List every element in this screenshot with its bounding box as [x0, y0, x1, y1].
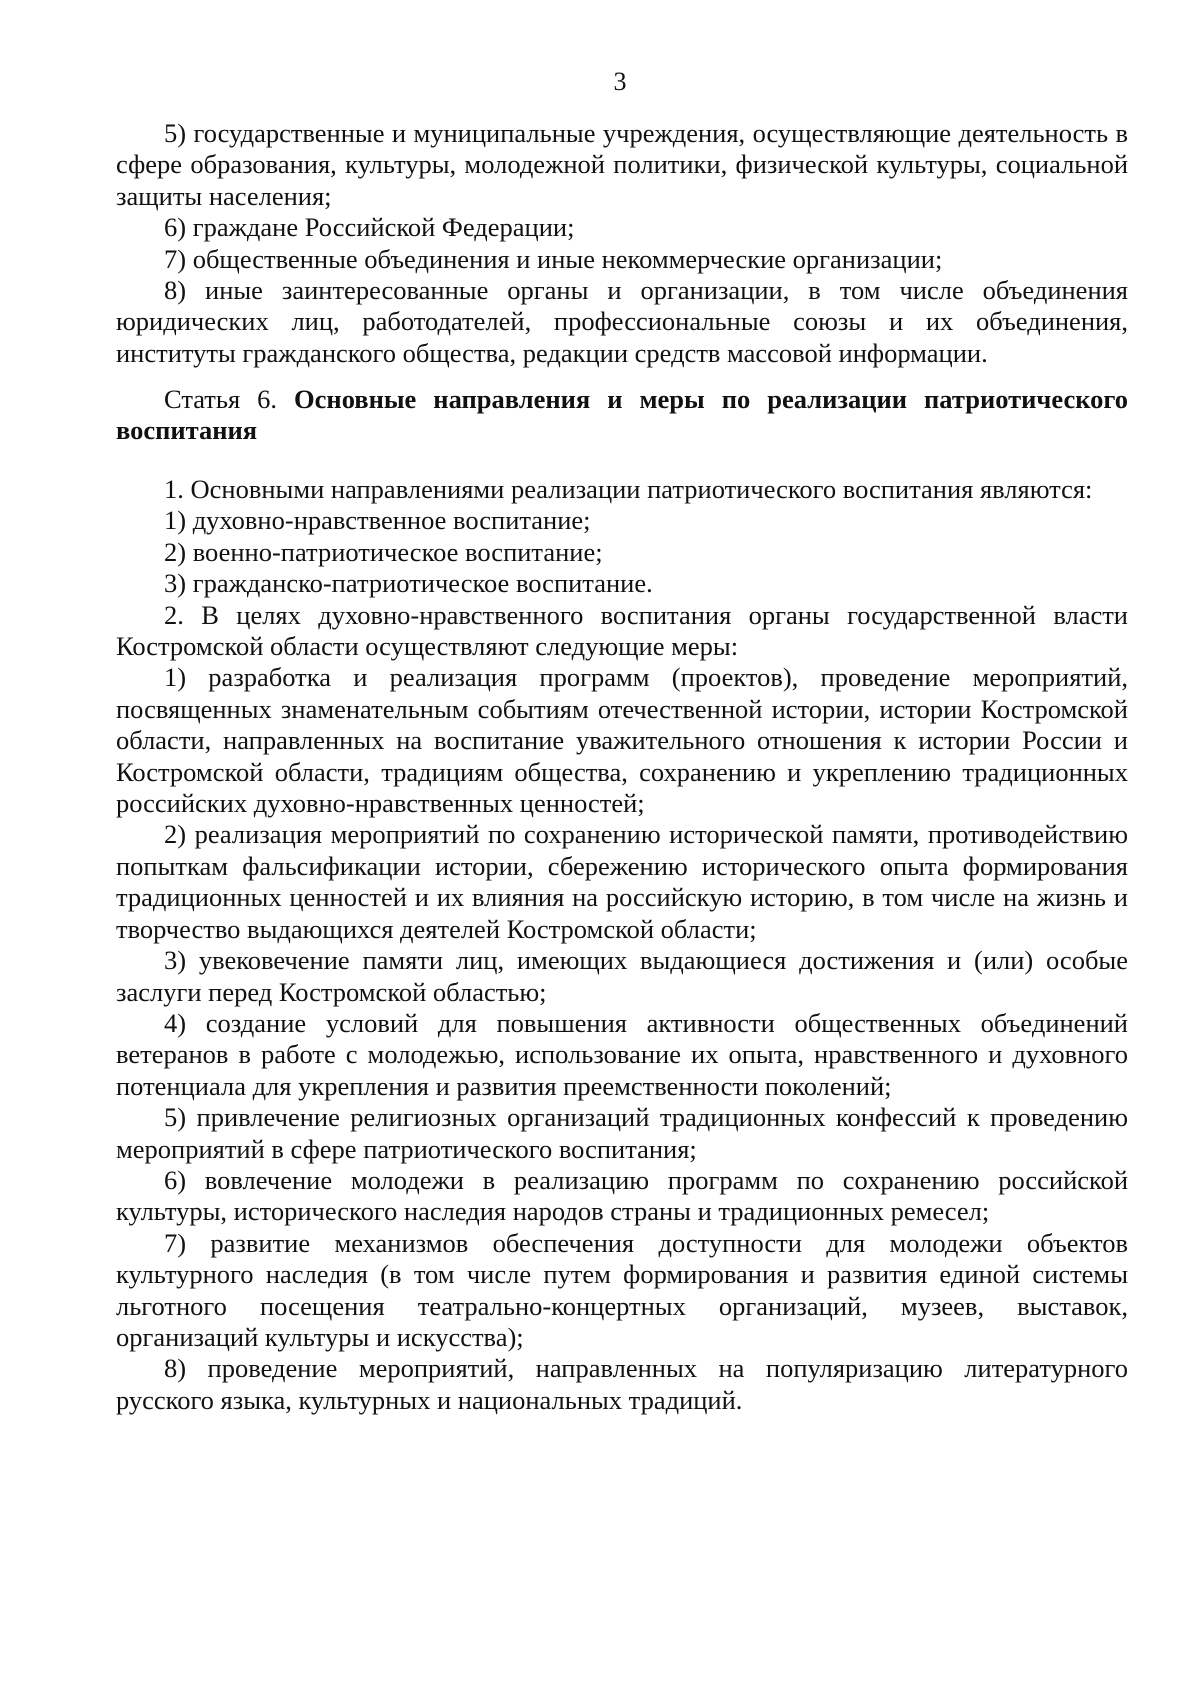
list-item: 6) граждане Российской Федерации; — [164, 212, 575, 243]
list-item: 8) проведение мероприятий, направленных на популяризацию литературного русского языка, культурных и национальных традиций. — [116, 1353, 1128, 1415]
clause-list-participants — [116, 118, 1128, 369]
list-item: 7) общественные объединения и иные некоммерческие организации; — [164, 243, 943, 274]
list-item: 1) разработка и реализация программ (проектов), проведение мероприятий, посвященных знаменательным событиям отечественной истории, истории Костромской области, направленных на воспитание уважительного отношения к истории России и Костромской области, традициям общества, сохранению и укреплению традиционных российских духовно-нравственных ценностей; — [116, 662, 1128, 819]
list-item: 8) иные заинтересованные органы и организации, в том числе объединения юридических лиц, работодателей, профессиональные союзы и их объединения, институты гражданского общества, редакции средств массовой информации. — [116, 275, 1128, 368]
paragraph: 2. В целях духовно-нравственного воспитания органы государственной власти Костромской области осуществляют следующие меры: — [116, 599, 1128, 662]
list-item: 1) духовно-нравственное воспитание; — [164, 505, 591, 536]
list-item: 3) гражданско-патриотическое воспитание. — [164, 568, 653, 599]
article-body — [116, 474, 1128, 1416]
list-item: 5) привлечение религиозных организаций традиционных конфессий к проведению мероприятий в сфере патриотического воспитания; — [116, 1102, 1128, 1164]
paragraph: 1. Основными направлениями реализации патриотического воспитания являются: — [164, 474, 1093, 504]
page-number: 3 — [613, 67, 627, 96]
list-item: 5) государственные и муниципальные учреждения, осуществляющие деятельность в сфере образования, культуры, молодежной политики, физической культуры, социальной защиты населения; — [116, 118, 1128, 211]
list-item: 3) увековечение памяти лиц, имеющих выдающиеся достижения и (или) особые заслуги перед Костромской областью; — [116, 945, 1128, 1007]
list-item: 2) реализация мероприятий по сохранению исторической памяти, противодействию попыткам фальсификации истории, сбережению исторического опыта формирования традиционных ценностей и их влияния на российскую историю, в том числе на жизнь и творчество выдающихся деятелей Костромской области; — [116, 819, 1128, 944]
article-heading — [116, 384, 1128, 447]
article-number: Статья 6. — [164, 384, 278, 414]
list-item: 6) вовлечение молодежи в реализацию программ по сохранению российской культуры, исторического наследия народов страны и традиционных ремесел; — [116, 1164, 1128, 1227]
list-item: 7) развитие механизмов обеспечения доступности для молодежи объектов культурного наследия (в том числе путем формирования и развития единой системы льготного посещения театрально-концертных организаций, музеев, выставок, организаций культуры и искусства); — [116, 1227, 1128, 1352]
article-title: Основные направления и меры по реализации патриотического воспитания — [116, 384, 1128, 446]
list-item: 4) создание условий для повышения активности общественных объединений ветеранов в работе с молодежью, использование их опыта, нравственного и духовного потенциала для укрепления и развития преемственности поколений; — [116, 1007, 1128, 1101]
list-item: 2) военно-патриотическое воспитание; — [164, 536, 603, 567]
